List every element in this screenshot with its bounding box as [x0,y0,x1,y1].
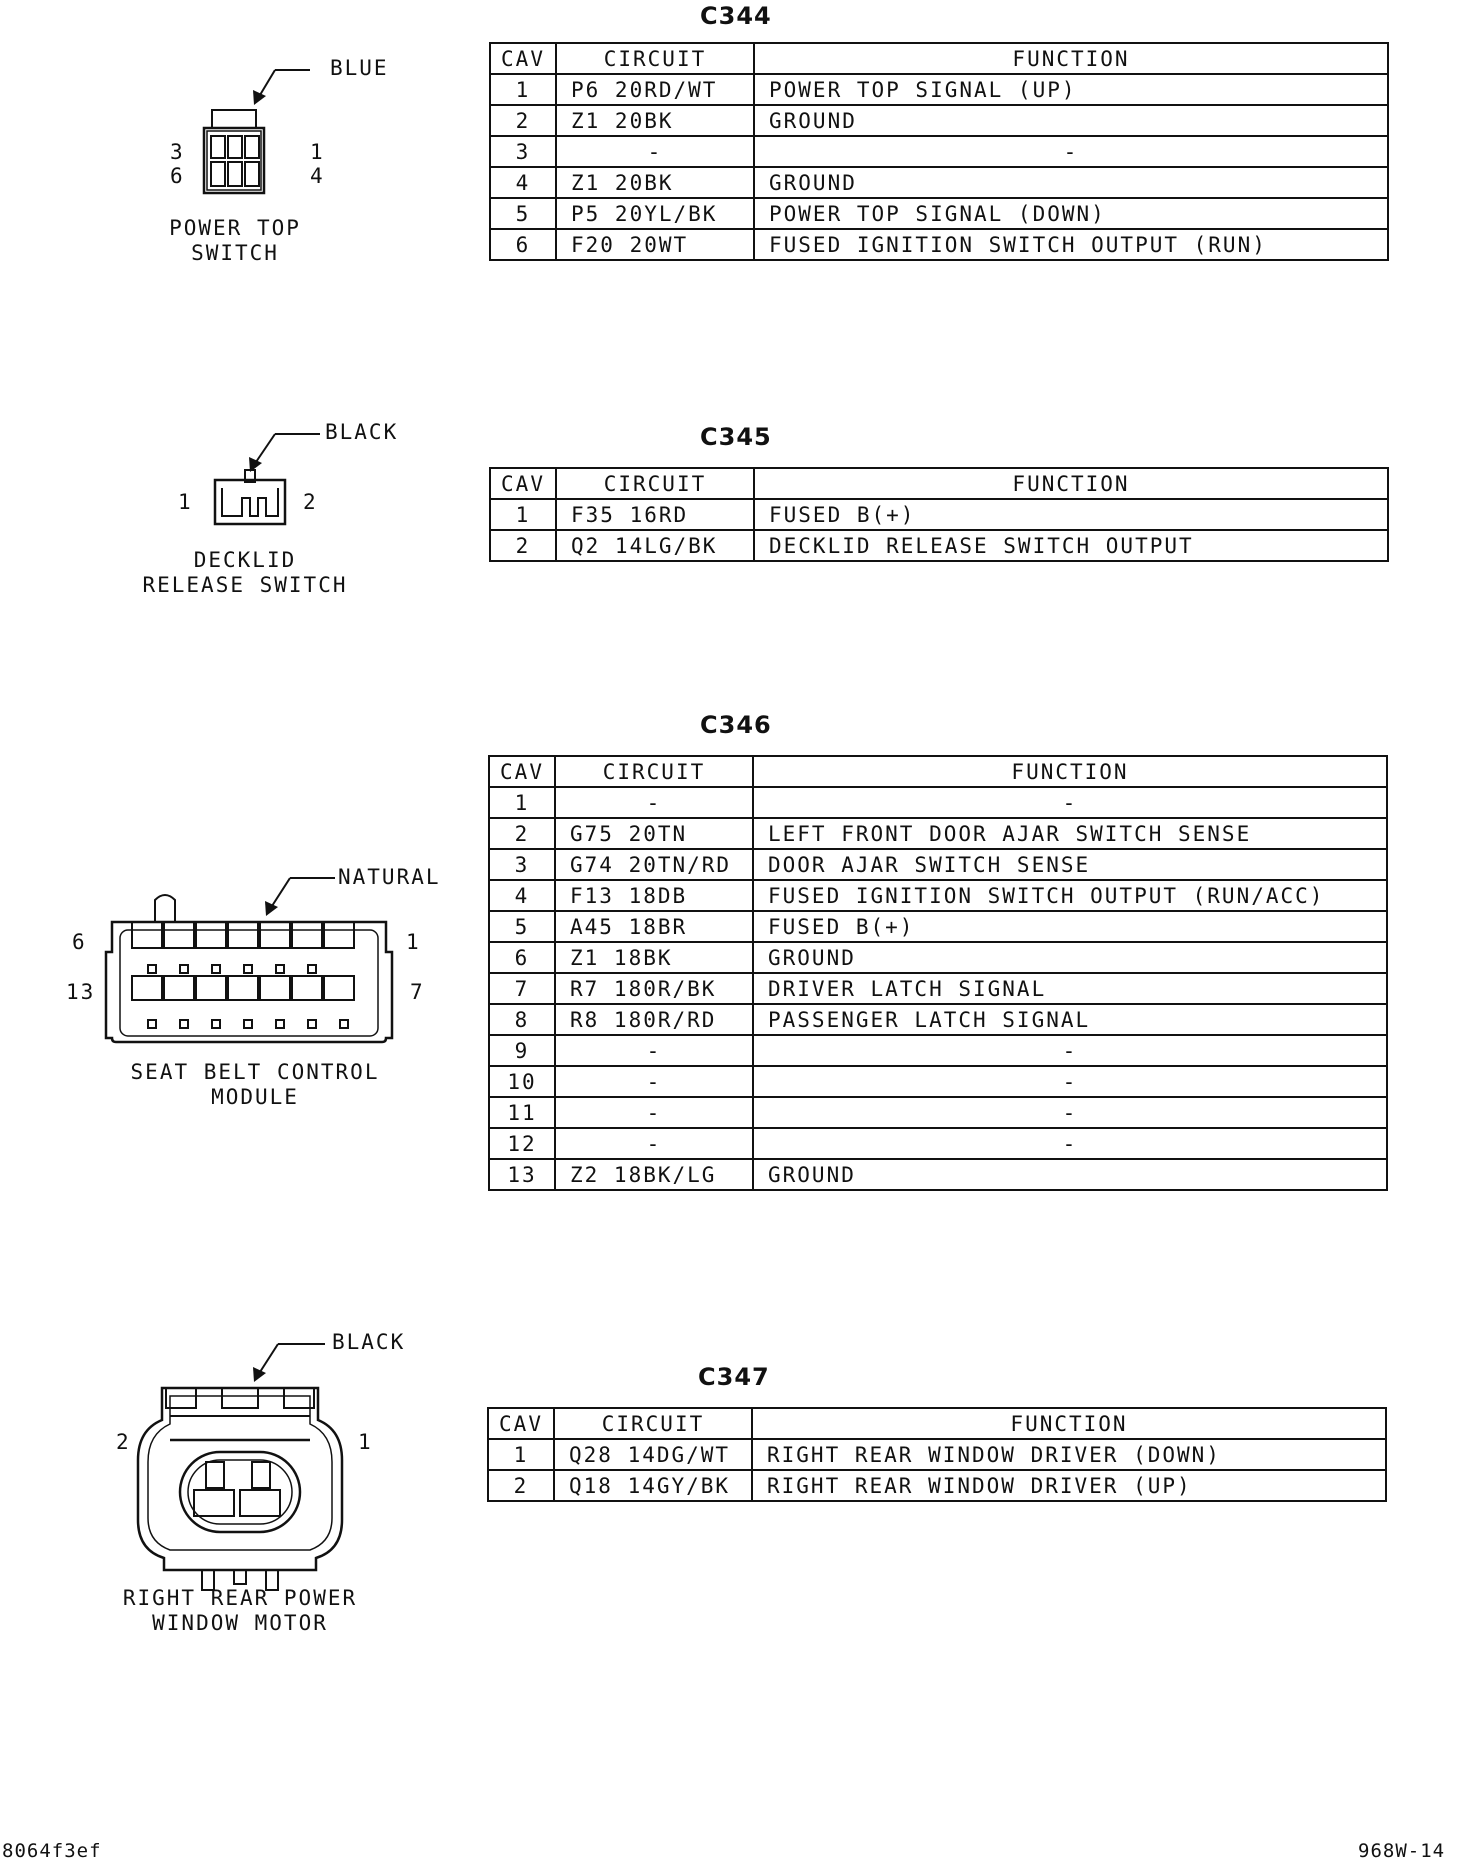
cell-circuit: R8 180R/RD [555,1004,753,1035]
table-row [490,229,1388,260]
table-row [489,849,1387,880]
column-header-function: FUNCTION [754,468,1388,499]
cell-cav: 3 [490,136,556,167]
cell-function: GROUND [754,105,1388,136]
cell-function: PASSENGER LATCH SIGNAL [753,1004,1387,1035]
cell-function: - [753,1097,1387,1128]
cell-function: RIGHT REAR WINDOW DRIVER (UP) [752,1470,1386,1501]
table-header-row [490,468,1388,499]
cell-circuit: - [555,1097,753,1128]
column-header-cav: CAV [488,1408,554,1439]
cell-circuit: F35 16RD [556,499,754,530]
c344-component-name: POWER TOP SWITCH [169,216,301,265]
c347-component-name: RIGHT REAR POWER WINDOW MOTOR [122,1586,358,1635]
c346-pin-label: 7 [410,980,425,1004]
table-row [488,1439,1386,1470]
cell-cav: 5 [490,198,556,229]
cell-cav: 7 [489,973,555,1004]
c346-pinout-table [488,755,1388,1191]
cell-circuit: F13 18DB [555,880,753,911]
c345-pinout-table [489,467,1389,562]
cell-circuit: R7 180R/BK [555,973,753,1004]
c347-color-label: BLACK [332,1330,406,1354]
table-row [489,1128,1387,1159]
cell-circuit: P5 20YL/BK [556,198,754,229]
c344-pin-label: 3 [170,140,185,164]
cell-cav: 6 [490,229,556,260]
c345-title: C345 [700,423,772,451]
c345-pin-label: 2 [303,490,318,514]
table-row [489,1066,1387,1097]
table-row [490,198,1388,229]
cell-circuit: A45 18BR [555,911,753,942]
cell-function: DRIVER LATCH SIGNAL [753,973,1387,1004]
c346-color-label: NATURAL [338,865,441,889]
cell-cav: 10 [489,1066,555,1097]
footer-page-ref: 968W-14 [1358,1840,1446,1862]
cell-function: FUSED IGNITION SWITCH OUTPUT (RUN/ACC) [753,880,1387,911]
cell-circuit: Z1 20BK [556,167,754,198]
cell-function: - [753,1066,1387,1097]
cell-circuit: Q2 14LG/BK [556,530,754,561]
c344-pinout-table [489,42,1389,261]
cell-cav: 2 [489,818,555,849]
cell-cav: 1 [490,499,556,530]
table-row [490,105,1388,136]
cell-function: - [753,1035,1387,1066]
cell-circuit: - [555,787,753,818]
c347-pinout-table [487,1407,1387,1502]
cell-circuit: - [555,1035,753,1066]
table-row [490,167,1388,198]
c346-pin-label: 1 [406,930,421,954]
table-row [490,136,1388,167]
c346-title: C346 [700,711,772,739]
c344-color-label: BLUE [330,56,389,80]
table-row [490,530,1388,561]
table-row [489,911,1387,942]
cell-cav: 9 [489,1035,555,1066]
cell-cav: 5 [489,911,555,942]
cell-cav: 11 [489,1097,555,1128]
column-header-circuit: CIRCUIT [556,43,754,74]
cell-cav: 1 [488,1439,554,1470]
cell-circuit: Q28 14DG/WT [554,1439,752,1470]
cell-function: RIGHT REAR WINDOW DRIVER (DOWN) [752,1439,1386,1470]
cell-function: DECKLID RELEASE SWITCH OUTPUT [754,530,1388,561]
cell-function: POWER TOP SIGNAL (UP) [754,74,1388,105]
cell-function: FUSED B(+) [754,499,1388,530]
cell-cav: 2 [490,105,556,136]
table-row [490,499,1388,530]
cell-circuit: - [555,1066,753,1097]
cell-circuit: F20 20WT [556,229,754,260]
c344-pin-label: 4 [310,164,325,188]
cell-function: GROUND [754,167,1388,198]
c344-title: C344 [700,2,772,30]
cell-cav: 2 [488,1470,554,1501]
cell-cav: 12 [489,1128,555,1159]
table-row [488,1470,1386,1501]
cell-circuit: Z2 18BK/LG [555,1159,753,1190]
c345-color-label: BLACK [325,420,399,444]
cell-function: FUSED IGNITION SWITCH OUTPUT (RUN) [754,229,1388,260]
cell-function: GROUND [753,1159,1387,1190]
column-header-function: FUNCTION [752,1408,1386,1439]
c344-pin-label: 6 [170,164,185,188]
cell-circuit: Q18 14GY/BK [554,1470,752,1501]
cell-function: - [753,1128,1387,1159]
cell-function: GROUND [753,942,1387,973]
cell-function: LEFT FRONT DOOR AJAR SWITCH SENSE [753,818,1387,849]
c347-right-rear-power-window-motor-diagram [110,1330,470,1640]
table-row [489,880,1387,911]
c346-pin-label: 13 [66,980,96,1004]
table-row [489,787,1387,818]
table-header-row [490,43,1388,74]
cell-circuit: - [555,1128,753,1159]
table-header-row [489,756,1387,787]
column-header-function: FUNCTION [753,756,1387,787]
cell-function: FUSED B(+) [753,911,1387,942]
cell-circuit: G75 20TN [555,818,753,849]
c345-component-name: DECKLID RELEASE SWITCH [142,548,348,597]
cell-cav: 2 [490,530,556,561]
column-header-cav: CAV [489,756,555,787]
c344-power-top-switch-diagram [150,50,430,280]
cell-function: POWER TOP SIGNAL (DOWN) [754,198,1388,229]
cell-circuit: - [556,136,754,167]
cell-cav: 4 [490,167,556,198]
table-row [489,1159,1387,1190]
cell-circuit: P6 20RD/WT [556,74,754,105]
cell-function: - [754,136,1388,167]
c347-title: C347 [698,1363,770,1391]
cell-circuit: Z1 20BK [556,105,754,136]
c347-pin-label: 1 [358,1430,373,1454]
cell-circuit: G74 20TN/RD [555,849,753,880]
c345-pin-label: 1 [178,490,193,514]
table-row [489,818,1387,849]
c347-pin-label: 2 [116,1430,131,1454]
cell-cav: 3 [489,849,555,880]
footer-image-code: 8064f3ef [2,1840,102,1862]
cell-cav: 6 [489,942,555,973]
column-header-cav: CAV [490,468,556,499]
cell-cav: 8 [489,1004,555,1035]
column-header-circuit: CIRCUIT [554,1408,752,1439]
c345-decklid-release-switch-diagram [142,420,430,610]
cell-cav: 13 [489,1159,555,1190]
cell-function: - [753,787,1387,818]
c346-seat-belt-control-module-diagram [60,860,460,1120]
column-header-circuit: CIRCUIT [555,756,753,787]
c346-pin-label: 6 [72,930,87,954]
table-row [490,74,1388,105]
column-header-circuit: CIRCUIT [556,468,754,499]
table-row [489,1004,1387,1035]
table-row [489,942,1387,973]
cell-cav: 1 [490,74,556,105]
c344-pin-label: 1 [310,140,325,164]
table-row [489,973,1387,1004]
table-header-row [488,1408,1386,1439]
cell-cav: 4 [489,880,555,911]
c346-component-name: SEAT BELT CONTROL MODULE [130,1060,380,1109]
table-row [489,1097,1387,1128]
cell-cav: 1 [489,787,555,818]
column-header-function: FUNCTION [754,43,1388,74]
table-row [489,1035,1387,1066]
cell-function: DOOR AJAR SWITCH SENSE [753,849,1387,880]
cell-circuit: Z1 18BK [555,942,753,973]
column-header-cav: CAV [490,43,556,74]
